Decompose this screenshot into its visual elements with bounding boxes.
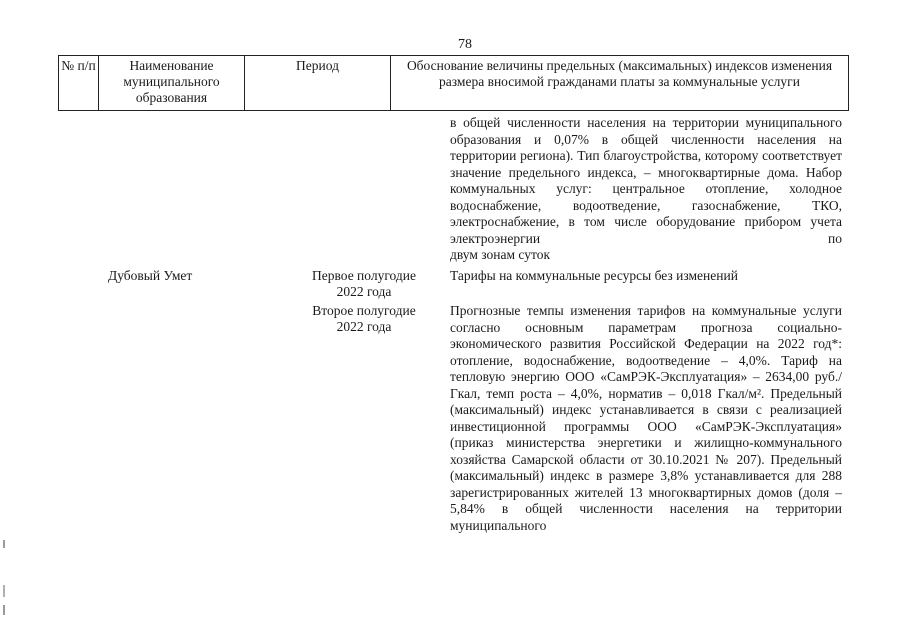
basis-second-half: Прогнозные темпы изменения тарифов на коммунальные услуги согласно основным параметрам прогноза социально-экономического развития Российской Федерации на 2022 год*: отопление, водоснабжение, водоотведение – 4,0%. Тариф на тепловую энергию ООО «СамРЭК-Эксплуатация» – 2634,00 руб./Гкал, темп роста – 4,0%, норматив – 0,018 Гкал/м². Предельный (максимальный) индекс устанавливается в связи с реализацией инвестиционной программы ООО «СамРЭК-Эксплуатация» (приказ министерства энергетики и жилищно-коммунального хозяйства Самарской области от 30.10.2021 № 207). Предельный (максимальный) индекс в размере 3,8% устанавливается для 288 зарегистрированных жителей 13 многоквартирных домов (доля – 5,84% в общей численности населения на территории муниципального: [450, 303, 842, 533]
scan-artifact: [3, 540, 5, 548]
continuation-text: в общей численности населения на территории муниципального образования и 0,07% в общей численности населения на территории региона). Тип благоустройства, которому соответствует значение предельного индекса, – многоквартирные дома. Набор коммунальных услуг: центральное отопление, холодное водоснабжение, водоотведение, газоснабжение, ТКО, электроснабжение, в том числе оборудование прибором учета электроэнергии по: [450, 115, 842, 246]
header-cell-municipality: Наименование муниципального образования: [99, 56, 245, 111]
table-header: [58, 55, 849, 111]
scan-artifact: [3, 585, 5, 597]
header-cell-period: Период: [245, 56, 391, 111]
continuation-last-line: двум зонам суток: [450, 247, 551, 262]
municipality-name: Дубовый Умет: [108, 268, 193, 283]
header-cell-number: № п/п: [59, 56, 99, 111]
page-number: 78: [458, 37, 472, 52]
period-second-half: Второе полугодие 2022 года: [312, 303, 416, 334]
basis-first-half: Тарифы на коммунальные ресурсы без изменений: [450, 268, 738, 283]
header-cell-basis: Обоснование величины предельных (максимальных) индексов изменения размера вносимой гражданами платы за коммунальные услуги: [391, 56, 849, 111]
scan-artifact: [3, 605, 5, 615]
period-first-half: Первое полугодие 2022 года: [312, 268, 416, 299]
